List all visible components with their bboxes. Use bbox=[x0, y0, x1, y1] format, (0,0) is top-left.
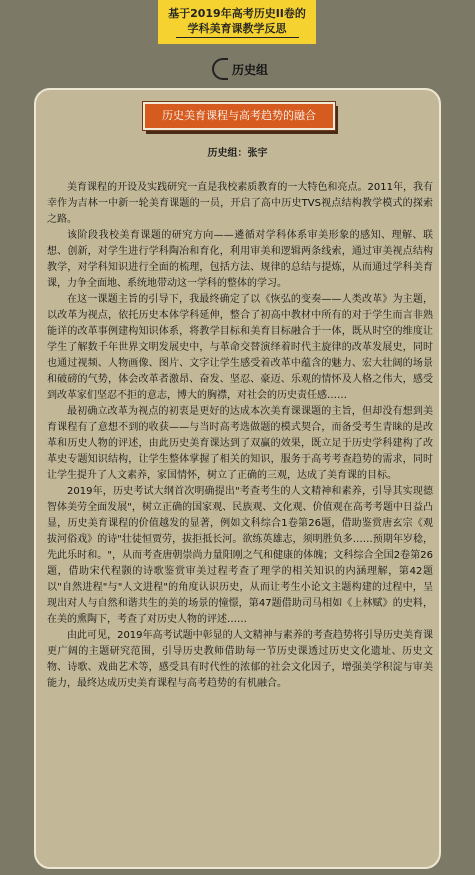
section-title-banner: 历史美育课程与高考趋势的融合 bbox=[143, 102, 335, 130]
article-title-line2: 学科美育课教学反思 bbox=[176, 21, 299, 38]
content-card bbox=[34, 88, 441, 869]
article-title bbox=[158, 0, 316, 44]
group-label: 历史组 bbox=[232, 62, 269, 77]
paragraph: 2019年，历史考试大纲首次明确提出"考查考生的人文精神和素养，引导其实现德智体美劳全面发展"，树立正确的国家观、民族观、文化观、价值观在高考考题中日益凸显，历史美育课程的价值越发的显著，例如文科综合1卷第26题，借助鉴赏唐玄宗《观拔河俗戏》的诗"壮徒恒贾劳，拔拒抵长河。欲练英雄志，须明胜负多……预期年岁稔，先此乐时和。"，从而考查唐朝崇尚力量阳刚之气和健康的体魄；文科综合全国2卷第26题，借助宋代程颢的诗歌鉴赏审美过程考查了理学的相关知识的内涵理解，第42题以"自然进程"与"人文进程"的角度认识历史，从而让考生小论文主题构建的过程中，呈现出对人与自然和谐共生的美的场景的憧憬，第47题借助司马相如《上林赋》的史料，在美的熏陶下，考查了对历史人物的评述…… bbox=[47, 486, 433, 625]
paragraph: 最初确立改革为视点的初衷是更好的达成本次美育课课题的主旨，但却没有想到美育课程有了意想不到的收获——与当时高考选做题的模式契合，而备受考生青睐的是改革和历史人物的评述，由此历史美育课达到了双赢的效果，既立足于历史学科建构了改革史专题知识结构，让学生整体掌握了相关的知识，服务于高考考查趋势的需求，同时让学生提升了人文素养，家国情怀，树立了正确的三观，达成了美育课的目标。 bbox=[47, 406, 433, 481]
group-header bbox=[212, 58, 268, 80]
paragraph: 由此可见，2019年高考试题中彰显的人文精神与素养的考查趋势将引导历史美育课更广阔的主题研究范围，引导历史教师借助每一节历史课透过历史文化遗址、历史文物、诗歌、戏曲艺术等，感受具有时代性的浓郁的社会文化因子，增强美学积淀与审美能力，最终达成历史美育课程与高考趋势的有机融合。 bbox=[47, 630, 433, 689]
arc-decoration-icon bbox=[212, 58, 228, 80]
paragraph: 该阶段我校美育课题的研究方向——遴循对学科体系审美形象的感知、理解、联想、创新，对学生进行学科陶冶和育化，利用审美和逻辑两条线索，通过审美视点结构教学，对学科知识进行全面的梳理，包括方法、规律的总结与提炼，从而通过学科美育课，力争全面地、系统地带动这一学科的整体的学习。 bbox=[47, 230, 433, 289]
author-line: 历史组：张宇 bbox=[207, 148, 268, 159]
paragraph: 美育课程的开设及实践研究一直是我校素质教育的一大特色和亮点。2011年，我有幸作为吉林一中新一轮美育课题的一员，开启了高中历史TVS视点结构教学模式的探索之路。 bbox=[47, 182, 433, 225]
paragraph: 在这一课题主旨的引导下，我最终确定了以《恢弘的变奏——人类改革》为主题，以改革为视点，依托历史本体学科延伸，整合了初高中教材中所有的对于学生而言非熟能详的改革事例建构知识体系，将教学目标和美育目标融合于一体，既从时空的维度让学生了解数千年世界文明发展史中，与革命交替演绎着时代主旋律的改革发展史，同时也通过视频、人物画像、图片、文字让学生感受着改革中蕴含的魅力、宏大壮阔的场景和破磅的气势，体会改革者激昂、奋发、坚忍、豪迈、乐观的情怀及人格之伟大，感受到改革家们坚忍不拒的意志，博大的胸襟，对社会的历史责任感…… bbox=[47, 294, 433, 401]
article-body bbox=[47, 180, 433, 692]
article-title-line1: 基于2019年高考历史II卷的 bbox=[168, 7, 306, 20]
